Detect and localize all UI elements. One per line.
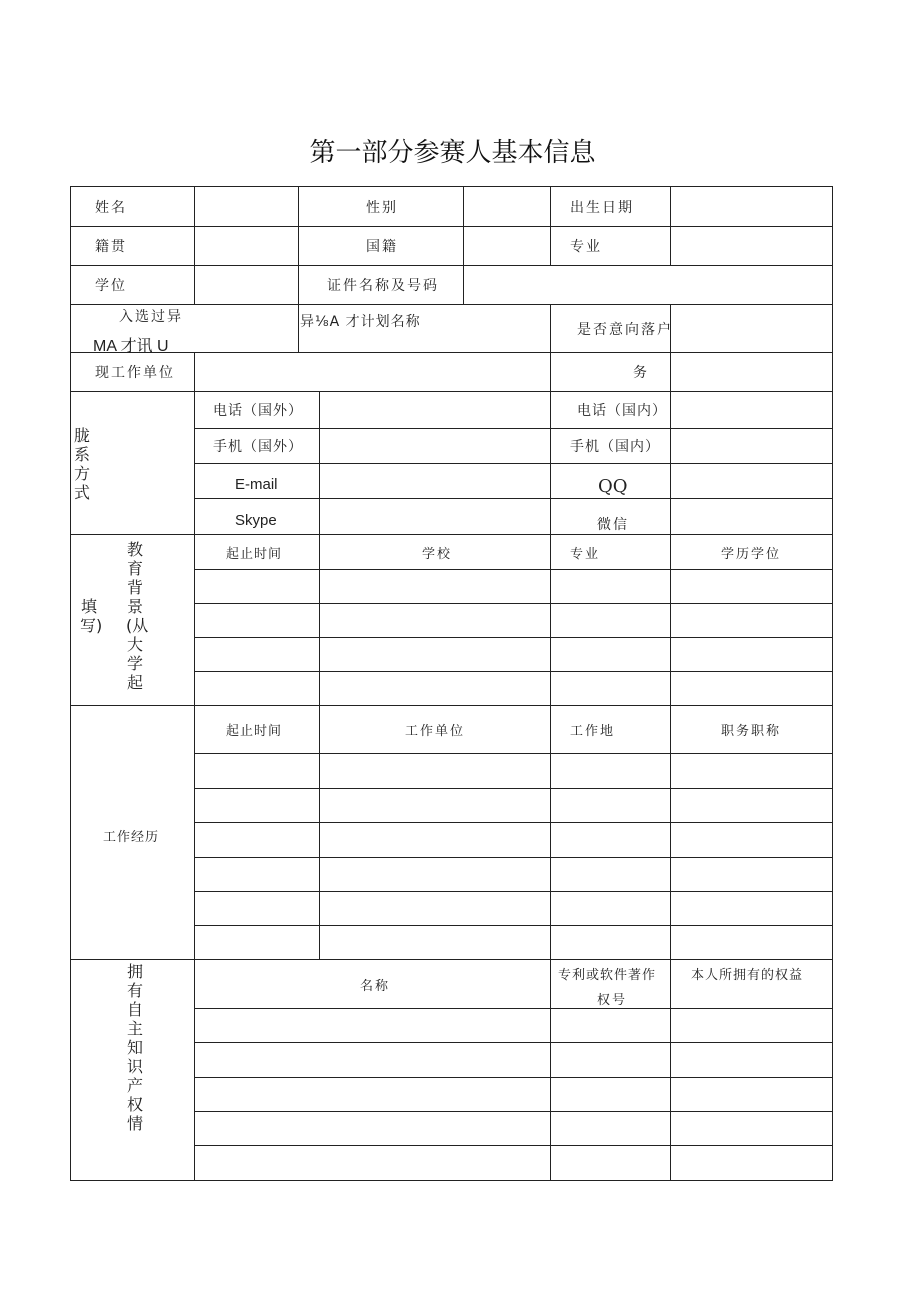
degree-label: 学位 xyxy=(95,278,127,294)
edu-header-period: 起止时间 xyxy=(226,547,283,562)
native-place-label: 籍贯 xyxy=(95,239,127,255)
mobile-abroad-label: 手机（国外） xyxy=(213,439,303,455)
major-label: 专业 xyxy=(570,239,602,255)
page-title: 第一部分参赛人基本信息 xyxy=(309,138,596,168)
edu-header-degree: 学历学位 xyxy=(721,547,782,562)
edu-header-school: 学校 xyxy=(422,547,453,562)
work-section-label: 工作经历 xyxy=(103,830,160,845)
degree-field[interactable] xyxy=(196,267,297,303)
birth-date-field[interactable] xyxy=(672,188,831,225)
qq-field[interactable] xyxy=(672,465,831,497)
nationality-label: 国籍 xyxy=(366,239,398,255)
ip-section-label: 拥有自主知识产权情 xyxy=(126,962,143,1133)
employer-label: 现工作单位 xyxy=(95,365,175,381)
skype-field[interactable] xyxy=(321,500,549,533)
position-field[interactable] xyxy=(672,354,831,390)
work-header-title: 职务职称 xyxy=(721,724,782,739)
work-header-period: 起止时间 xyxy=(226,724,283,739)
phone-abroad-label: 电话（国外） xyxy=(213,403,303,419)
id-document-field[interactable] xyxy=(465,267,831,303)
skype-label: Skype xyxy=(235,512,277,529)
edu-header-major: 专业 xyxy=(570,547,601,562)
nationality-field[interactable] xyxy=(465,228,549,264)
ip-header-rights: 本人所拥有的权益 xyxy=(691,968,804,983)
name-label: 姓名 xyxy=(95,200,127,216)
mobile-domestic-field[interactable] xyxy=(672,430,831,462)
name-field[interactable] xyxy=(196,188,297,225)
contact-section-label: 胧系方式 xyxy=(73,426,90,502)
wechat-label: 微信 xyxy=(597,517,629,533)
selected-label-line1: 入选过异 xyxy=(119,309,183,325)
ip-header-name: 名称 xyxy=(360,979,391,994)
gender-field[interactable] xyxy=(465,188,549,225)
gender-label: 性别 xyxy=(366,200,398,216)
talent-plan-label: 异⅛A 才计划名称 xyxy=(300,314,421,330)
phone-abroad-field[interactable] xyxy=(321,393,549,427)
email-field[interactable] xyxy=(321,465,549,497)
mobile-domestic-label: 手机（国内） xyxy=(570,439,660,455)
position-label: 务 xyxy=(633,365,649,381)
mobile-abroad-field[interactable] xyxy=(321,430,549,462)
wechat-field[interactable] xyxy=(672,500,831,533)
education-section-label: 教育背景(从大学起 xyxy=(126,540,149,692)
work-header-location: 工作地 xyxy=(570,724,616,739)
work-header-employer: 工作单位 xyxy=(405,724,466,739)
settle-intent-field[interactable] xyxy=(672,306,831,351)
phone-domestic-field[interactable] xyxy=(672,393,831,427)
birth-date-label: 出生日期 xyxy=(570,200,634,216)
qq-label: QQ xyxy=(598,476,628,497)
employer-field[interactable] xyxy=(196,354,549,390)
ip-header-patent-line1: 专利或软件著作 xyxy=(558,968,657,983)
email-label: E-mail xyxy=(235,476,278,493)
major-field[interactable] xyxy=(672,228,831,264)
settle-intent-label: 是否意向落户 xyxy=(577,322,673,338)
phone-domestic-label: 电话（国内） xyxy=(577,403,667,419)
native-place-field[interactable] xyxy=(196,228,297,264)
ip-header-patent-line2: 权号 xyxy=(597,993,628,1008)
id-document-label: 证件名称及号码 xyxy=(327,278,439,294)
education-section-label-2: 填写) xyxy=(80,597,103,635)
selected-label-line2: MA 才讯 U xyxy=(93,338,169,355)
